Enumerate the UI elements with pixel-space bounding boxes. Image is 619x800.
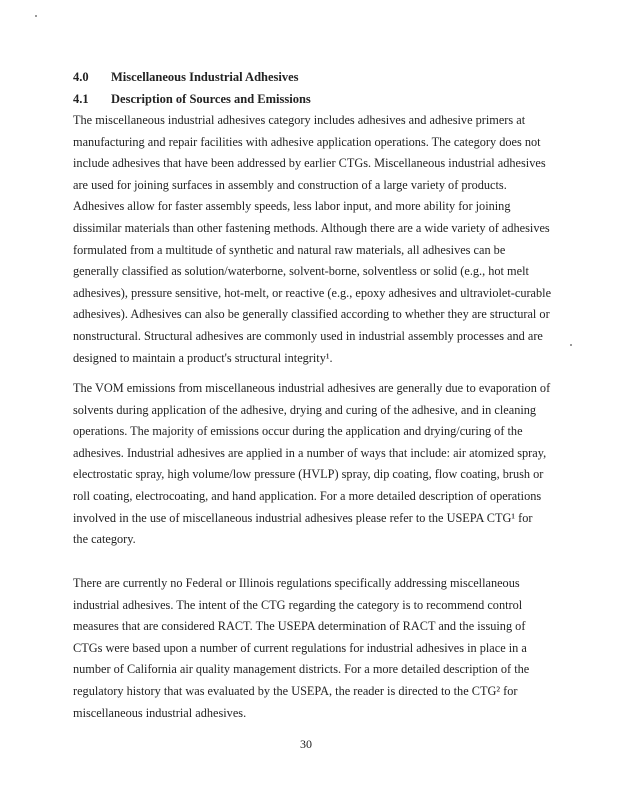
paragraph-emissions (73, 378, 551, 551)
text-line: electrostatic spray, high volume/low pressure (HVLP) spray, dip coating, flow coating, brush or (73, 467, 544, 482)
text-line: adhesives. Industrial adhesives are applied in a number of ways that include: air atomized spray, (73, 445, 547, 460)
section-number: 4.1 (73, 92, 89, 106)
text-line: The VOM emissions from miscellaneous industrial adhesives are generally due to evaporation of (73, 381, 551, 395)
section-title: Miscellaneous Industrial Adhesives (111, 70, 299, 84)
text-line: designed to maintain a product's structural integrity¹. (73, 350, 333, 365)
text-line: are used for joining surfaces in assembly and construction of a large variety of products. (73, 177, 507, 192)
text-line: formulated from a multitude of synthetic and natural raw materials, all adhesives can be (73, 242, 506, 257)
text-line: miscellaneous industrial adhesives. (73, 705, 247, 720)
text-line: CTGs were based upon a number of current regulations for industrial adhesives in place in a (73, 640, 527, 655)
text-line: nonstructural. Structural adhesives are commonly used in industrial assembly processes and are (73, 328, 543, 343)
text-line: dissimilar materials than other fastening methods. Although there are a wide variety of adhesives (73, 220, 550, 235)
text-line: generally classified as solution/waterborne, solvent-borne, solventless or solid (e.g., hot melt (73, 264, 529, 279)
scan-speck (35, 15, 37, 17)
text-line: manufacturing and repair facilities with adhesive application operations. The category does not (73, 134, 541, 149)
text-line: industrial adhesives. The intent of the CTG regarding the category is to recommend control (73, 597, 523, 612)
section-heading-4-1 (73, 92, 311, 107)
section-heading-4-0 (73, 70, 299, 85)
text-line: measures that are considered RACT. The USEPA determination of RACT and the issuing of (73, 619, 526, 634)
text-line: include adhesives that have been addressed by earlier CTGs. Miscellaneous industrial adhesives (73, 156, 546, 171)
text-line: adhesives). Adhesives can also be generally classified according to whether they are structural or (73, 307, 550, 322)
text-line: the category. (73, 532, 136, 547)
text-line: solvents during application of the adhesive, drying and curing of the adhesive, and in cleaning (73, 402, 537, 417)
text-line: operations. The majority of emissions occur during the application and drying/curing of the (73, 424, 523, 439)
text-line: number of California air quality management districts. For a more detailed description of the (73, 662, 530, 677)
text-line: Adhesives allow for faster assembly speeds, less labor input, and more ability for joining (73, 199, 511, 214)
text-line: regulatory history that was evaluated by the USEPA, the reader is directed to the CTG² for (73, 683, 518, 698)
section-title: Description of Sources and Emissions (111, 92, 311, 106)
text-line: There are currently no Federal or Illinois regulations specifically addressing miscellaneous (73, 576, 520, 590)
scan-speck (570, 344, 572, 346)
text-line: involved in the use of miscellaneous industrial adhesives please refer to the USEPA CTG¹ for (73, 510, 533, 525)
paragraph-regulations (73, 573, 533, 724)
page-number: 30 (300, 737, 312, 751)
text-line: adhesives), pressure sensitive, hot-melt, or reactive (e.g., epoxy adhesives and ultraviolet-curable (73, 285, 552, 300)
paragraph-sources (73, 110, 552, 369)
text-line: roll coating, electrocoating, and hand application. For a more detailed description of operations (73, 488, 542, 503)
text-line: The miscellaneous industrial adhesives category includes adhesives and adhesive primers at (73, 113, 526, 127)
section-number: 4.0 (73, 70, 89, 84)
